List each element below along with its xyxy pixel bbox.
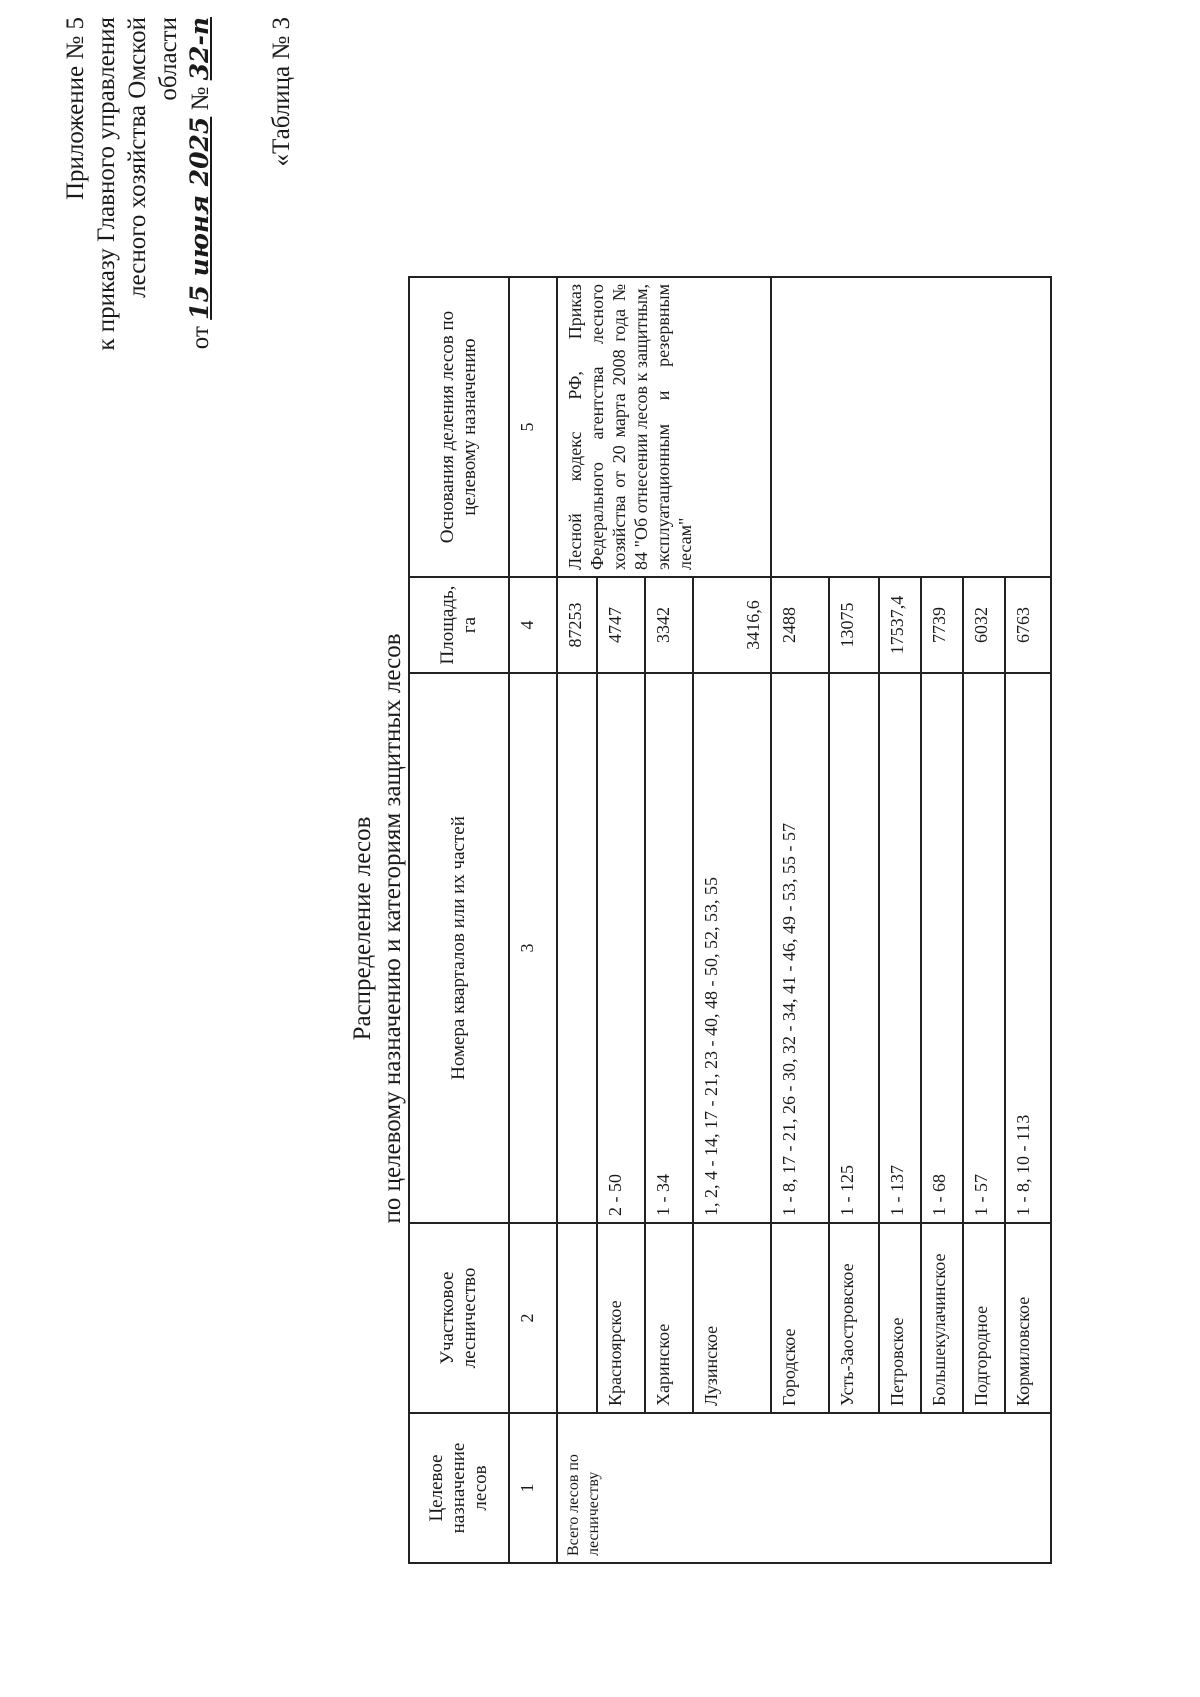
quarters-cell: 1, 2, 4 - 14, 17 - 21, 23 - 40, 48 - 50, 52, 53, 55 xyxy=(693,673,771,1223)
area-cell: 3342 xyxy=(645,577,693,673)
appendix-number: Приложение № 5 xyxy=(62,17,89,201)
column-number: 4 xyxy=(509,577,557,673)
column-number: 2 xyxy=(509,1223,557,1413)
total-area-cell: 87253 xyxy=(557,577,597,673)
district-cell: Усть-Заостровское xyxy=(829,1223,879,1413)
area-cell: 7739 xyxy=(921,577,963,673)
handwritten-number: 32-п xyxy=(185,17,214,81)
quarters-cell: 1 - 8, 10 - 113 xyxy=(1005,673,1051,1223)
appendix-date-line xyxy=(184,17,216,377)
basis-empty-cell xyxy=(771,277,1051,577)
area-cell: 17537,4 xyxy=(879,577,921,673)
title-line-1: Распределение лесов xyxy=(349,816,376,1041)
district-cell: Петровское xyxy=(879,1223,921,1413)
quarters-cell: 1 - 34 xyxy=(645,673,693,1223)
header-purpose: Целевое назначение лесов xyxy=(409,1413,509,1563)
area-cell: 6763 xyxy=(1005,577,1051,673)
header-basis: Основания деления лесов по целевому назначению xyxy=(409,277,509,577)
total-quarters-cell xyxy=(557,673,597,1223)
quarters-cell: 1 - 8, 17 - 21, 26 - 30, 32 - 34, 41 - 46, 49 - 53, 55 - 57 xyxy=(771,673,829,1223)
district-cell: Харинское xyxy=(645,1223,693,1413)
quarters-cell: 1 - 137 xyxy=(879,673,921,1223)
quarters-cell: 1 - 57 xyxy=(963,673,1005,1223)
area-cell: 4747 xyxy=(597,577,645,673)
table-row xyxy=(771,277,829,1563)
handwritten-date: 15 июня 2025 xyxy=(185,116,214,320)
date-prefix: от xyxy=(187,326,214,350)
header-district: Участковое лесничество xyxy=(409,1223,509,1413)
quarters-cell: 1 - 125 xyxy=(829,673,879,1223)
area-cell: 3416,6 xyxy=(693,577,771,673)
header-quarters: Номера кварталов или их частей xyxy=(409,673,509,1223)
total-district-cell xyxy=(557,1223,597,1413)
document-title xyxy=(348,280,408,1577)
table-number: «Таблица № 3 xyxy=(268,17,295,167)
area-cell: 13075 xyxy=(829,577,879,673)
column-number: 5 xyxy=(509,277,557,577)
appendix-order-ref: к приказу Главного управления xyxy=(93,17,120,351)
column-number: 1 xyxy=(509,1413,557,1563)
district-cell: Городское xyxy=(771,1223,829,1413)
forest-distribution-table xyxy=(408,276,1052,1564)
title-line-2: по целевому назначению и категориям защитных лесов xyxy=(379,633,406,1224)
district-cell: Подгородное xyxy=(963,1223,1005,1413)
district-cell: Большекулачинское xyxy=(921,1223,963,1413)
quarters-cell: 2 - 50 xyxy=(597,673,645,1223)
table-row-total xyxy=(557,277,597,1563)
district-cell: Красноярское xyxy=(597,1223,645,1413)
total-purpose-cell: Всего лесов по лесничеству xyxy=(557,1413,1051,1563)
number-prefix: № xyxy=(187,86,214,111)
quarters-cell: 1 - 68 xyxy=(921,673,963,1223)
header-area: Площадь, га xyxy=(409,577,509,673)
column-number: 3 xyxy=(509,673,557,1223)
appendix-authority: лесного хозяйства Омской области xyxy=(124,17,182,298)
district-cell: Кормиловское xyxy=(1005,1223,1051,1413)
basis-cell: Лесной кодекс РФ, Приказ Федерального агентства лесного хозяйства от 20 марта 2008 года № 84 "Об отнесении лесов к защитным, эксплуатационным и резервным лесам" xyxy=(557,277,771,577)
area-cell: 6032 xyxy=(963,577,1005,673)
district-cell: Лузинское xyxy=(693,1223,771,1413)
appendix-header xyxy=(60,17,216,377)
area-cell: 2488 xyxy=(771,577,829,673)
